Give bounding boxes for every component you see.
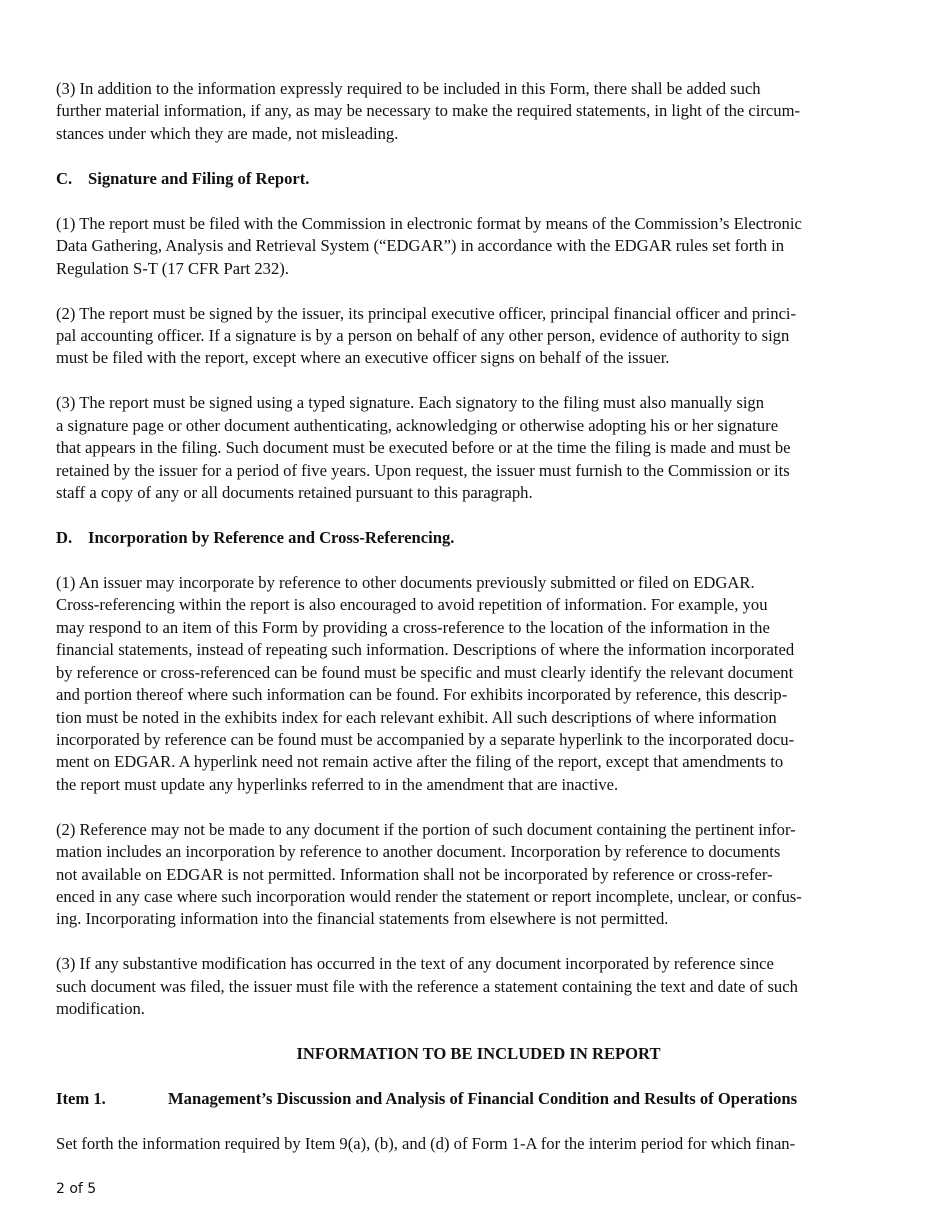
text-line: the report must update any hyperlinks referred to in the amendment that are inactive.: [56, 774, 619, 794]
paragraph-d2: [56, 819, 901, 931]
section-d-heading: [56, 527, 901, 549]
text-line: a signature page or other document authenticating, acknowledging or otherwise adopting his or her signature: [56, 415, 779, 435]
text-line: (3) In addition to the information expressly required to be included in this Form, there shall be added such: [56, 79, 761, 98]
text-line: stances under which they are made, not misleading.: [56, 123, 399, 143]
text-line: and portion thereof where such information can be found. For exhibits incorporated by reference, this descrip-: [56, 685, 788, 705]
section-d-letter: D.: [56, 528, 73, 548]
section-c-title: Signature and Filing of Report.: [88, 168, 310, 188]
text-line: retained by the issuer for a period of five years. Upon request, the issuer must furnish to the Commission or its: [56, 460, 790, 480]
paragraph-b3: [56, 78, 901, 145]
info-heading: INFORMATION TO BE INCLUDED IN REPORT: [296, 1044, 661, 1064]
item-1-title: Management’s Discussion and Analysis of Financial Condition and Results of Operations: [168, 1089, 798, 1109]
text-line: (3) The report must be signed using a typed signature. Each signatory to the filing must also manually sign: [56, 393, 765, 413]
text-line: such document was filed, the issuer must file with the reference a statement containing the text and date of such: [56, 976, 798, 996]
text-line: incorporated by reference can be found must be accompanied by a separate hyperlink to the incorporated docu-: [56, 729, 795, 749]
section-c-letter: C.: [56, 168, 73, 188]
text-line: may respond to an item of this Form by providing a cross-reference to the location of the information in the: [56, 617, 770, 637]
text-line: not available on EDGAR is not permitted. Information shall not be incorporated by reference or cross-refer-: [56, 864, 773, 884]
text-line: modification.: [56, 999, 145, 1019]
text-line: mation includes an incorporation by reference to another document. Incorporation by reference to documents: [56, 842, 781, 862]
paragraph-c1: [56, 213, 901, 280]
paragraph-d3: [56, 953, 901, 1020]
paragraph-c2: [56, 303, 901, 370]
text-line: must be filed with the report, except where an executive officer signs on behalf of the issuer.: [56, 348, 670, 368]
text-line: Cross-referencing within the report is also encouraged to avoid repetition of information. For example, you: [56, 595, 768, 615]
text-line: pal accounting officer. If a signature is by a person on behalf of any other person, evidence of authority to sign: [56, 326, 790, 346]
text-line: Regulation S-T (17 CFR Part 232).: [56, 258, 289, 278]
text-line: that appears in the filing. Such document must be executed before or at the time the filing is made and must be: [56, 438, 791, 458]
text-line: (3) If any substantive modification has occurred in the text of any document incorporated by reference since: [56, 954, 774, 974]
paragraph-d1: [56, 572, 901, 796]
page-number: 2 of 5: [56, 1181, 97, 1197]
item-1-heading: [56, 1088, 901, 1110]
text-line: (1) An issuer may incorporate by reference to other documents previously submitted or filed on EDGAR.: [56, 573, 755, 593]
text-line: enced in any case where such incorporation would render the statement or report incomplete, unclear, or confus-: [56, 886, 802, 906]
section-d-title: Incorporation by Reference and Cross-Referencing.: [88, 528, 455, 548]
item-1-text: [56, 1133, 901, 1155]
text-line: staff a copy of any or all documents retained pursuant to this paragraph.: [56, 483, 533, 503]
text-line: Set forth the information required by Item 9(a), (b), and (d) of Form 1-A for the interim period for which finan-: [56, 1134, 796, 1154]
paragraph-c3: [56, 392, 901, 504]
text-line: (2) The report must be signed by the issuer, its principal executive officer, principal financial officer and princi-: [56, 303, 797, 323]
item-1-number: Item 1.: [56, 1089, 106, 1109]
section-c-heading: [56, 168, 901, 190]
document-page: [56, 78, 901, 1178]
text-line: Data Gathering, Analysis and Retrieval System (“EDGAR”) in accordance with the EDGAR rules set forth in: [56, 236, 785, 256]
text-line: tion must be noted in the exhibits index for each relevant exhibit. All such descriptions of where information: [56, 707, 777, 727]
text-line: (1) The report must be filed with the Commission in electronic format by means of the Commission’s Electronic: [56, 213, 802, 233]
text-line: further material information, if any, as may be necessary to make the required statements, in light of the circum-: [56, 101, 800, 121]
text-line: (2) Reference may not be made to any document if the portion of such document containing the pertinent infor-: [56, 819, 796, 839]
text-line: by reference or cross-referenced can be found must be specific and must clearly identify the relevant document: [56, 662, 794, 682]
text-line: ing. Incorporating information into the financial statements from elsewhere is not permitted.: [56, 909, 669, 929]
text-line: financial statements, instead of repeating such information. Descriptions of where the information incorporated: [56, 640, 795, 660]
text-line: ment on EDGAR. A hyperlink need not remain active after the filing of the report, except that amendments to: [56, 752, 784, 772]
